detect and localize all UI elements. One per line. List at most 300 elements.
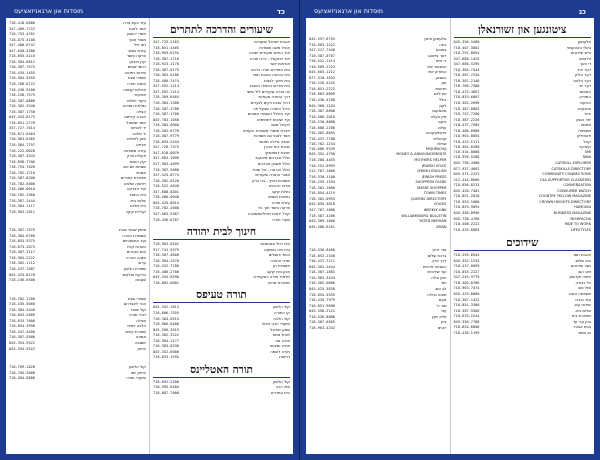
listing-phone: 718-436-1199 <box>453 330 480 335</box>
listing-list <box>309 247 447 330</box>
listing-phone: 718-633-1555 <box>153 355 179 360</box>
listing-phone: 845-356-2121 <box>309 309 335 314</box>
listing-phone: 718-963-0186 <box>153 73 179 78</box>
listing-name: שומרי שבת <box>127 295 146 301</box>
listing-phone: 718-387-4200 <box>309 213 335 218</box>
listing-row <box>153 390 290 396</box>
listing-phone: 718-387-5500 <box>9 335 35 340</box>
listing-phone: 718-387-3780 <box>153 106 179 111</box>
listing-name: ישיבת בית אהרן <box>264 144 290 150</box>
listing-name: מכון בית יעקב <box>266 268 290 274</box>
listing-phone: 718-384-1380 <box>153 101 179 106</box>
listing-name: עזרת נשים <box>128 47 146 53</box>
listing-name: נחלת יעקב <box>271 188 290 194</box>
listing-phone: 718-534-8888 <box>453 149 480 154</box>
listing-name: בקור חולים <box>127 97 146 103</box>
listing-name: חברה קדישא <box>124 114 146 120</box>
listing-phone: 718-436-4700 <box>309 98 335 103</box>
listing-name: JEWISH ENGLISH <box>417 169 447 174</box>
listing-phone: 718-522-4640 <box>153 184 179 189</box>
listing-name: TOWN TIMES <box>423 191 447 196</box>
left-col-a <box>150 18 293 454</box>
listing-name: חיזוק יומי <box>130 369 146 375</box>
listing-phone: 718-387-5566 <box>453 308 480 313</box>
listing-phone: 718-387-2226 <box>453 117 480 122</box>
listing-name: די וואך <box>579 61 591 67</box>
listing-name: חסד לאברהם מוסדות <box>253 133 290 139</box>
listing-name: היכל התורה שבעל פה <box>253 105 290 111</box>
listing-name: לב טוב <box>434 285 447 291</box>
listing-list <box>153 39 290 222</box>
listing-phone: 718-853-9375 <box>9 239 35 244</box>
spacer <box>9 351 146 364</box>
listing-list <box>9 227 146 282</box>
listing-name: מיין וועלט <box>430 113 447 119</box>
listing-name: תפארת בחורים <box>120 175 146 181</box>
listing-name: אוהל משה מוסדות <box>259 44 290 50</box>
listing-name: שלום בית <box>130 197 146 203</box>
listing-phone: 718-854-6600 <box>453 325 480 330</box>
listing-phone: 718-437-7007 <box>9 266 35 271</box>
listing-name: תפארת מרים <box>268 279 290 285</box>
listing-name: קו התורה <box>274 309 290 315</box>
listing-phone: 845-352-4790 <box>309 152 335 157</box>
listing-name: שיעורי הדף היומי <box>262 321 290 327</box>
listing-name: פרספעקטיוו <box>426 130 447 136</box>
listing-name: תמחוי <box>136 169 146 175</box>
listing-name: COUNTRY YELLOW MAGAZINE <box>538 194 591 199</box>
listing-phone: 845-738-4700 <box>453 216 480 221</box>
listing-name: כולל אברכים מיאקוב <box>255 155 290 161</box>
listing-phone: 718-963-7474 <box>453 286 480 291</box>
listing-name: צדקה וחסד תוך כדי <box>257 205 290 211</box>
listing-phone: 845-352-6000 <box>153 349 179 354</box>
listing-phone: 718-856-8212 <box>453 183 480 188</box>
listing-name: תומכי תורה <box>127 81 146 87</box>
listing-phone: 718-255-6544 <box>453 253 480 258</box>
section-title: שידוכים <box>454 235 592 251</box>
section-title: תורה האטליינס <box>153 362 290 378</box>
listing-phone: 718-258-7575 <box>9 93 35 98</box>
listing-phone: 718-387-0707 <box>309 53 335 58</box>
listing-name: שפיגל <box>436 141 447 147</box>
listing-phone: 845-354-5522 <box>9 346 35 351</box>
listing-name: דער יוד <box>578 83 591 89</box>
listing-phone: 718-302-0120 <box>153 178 179 183</box>
listing-phone: 718-437-7788 <box>309 136 335 141</box>
listing-list <box>153 379 290 396</box>
listing-name: משמרת טהרה <box>122 232 146 238</box>
listing-name: תורה לשמה <box>270 348 290 354</box>
listing-name: קול הלשון <box>273 304 290 310</box>
listing-phone: 718-384-2570 <box>153 258 179 263</box>
listing-phone: 347-518-8076 <box>153 150 179 155</box>
listing-name: עולם <box>438 124 447 130</box>
listing-phone: 212-444-8666 <box>453 177 480 182</box>
listing-phone: 917-903-4499 <box>153 162 179 167</box>
listing-name: משפחה טובה <box>568 290 591 296</box>
listing-name: המבשר <box>578 88 591 94</box>
listing-name: מוסדות ויזניץ - בני ברק <box>251 177 290 183</box>
listing-name: לעבן <box>438 102 447 108</box>
listing-phone: 718-236-6500 <box>9 278 35 283</box>
listing-phone: 718-963-0102 <box>153 242 179 247</box>
spacer <box>9 283 146 296</box>
listing-phone: 718-406-0010 <box>9 187 35 192</box>
listing-phone: 718-395-5288 <box>453 155 480 160</box>
listing-row <box>454 228 592 234</box>
listing-phone: 718-387-0175 <box>153 67 179 72</box>
listing-name: בית שלום <box>575 257 591 263</box>
spacer <box>309 20 447 36</box>
listing-phone: 718-387-2146 <box>453 78 480 83</box>
listing-row <box>309 325 447 331</box>
page-number: כד <box>276 7 285 16</box>
listing-phone: 347-640-4380 <box>9 48 35 53</box>
listing-name: CATSKILL EXPLORER <box>555 161 591 166</box>
listing-phone: 718-753-4761 <box>9 32 35 37</box>
listing-phone: 718-383-8338 <box>153 344 179 349</box>
listing-name: יד מלכה <box>132 130 146 136</box>
listing-name: דער איד <box>577 66 591 72</box>
listing-phone: 718-259-1334 <box>309 180 335 185</box>
listing-phone: 845-425-8170 <box>9 272 35 277</box>
listing-name: שעטנז <box>135 277 146 283</box>
listing-phone: 347-725-2163 <box>153 40 179 44</box>
listing-phone: 718-384-7444 <box>453 67 480 72</box>
listing-name: קינדער <box>579 144 591 150</box>
listing-phone: 718-855-2444 <box>153 139 179 144</box>
listing-name: המודיע <box>579 94 591 100</box>
listing-name: עזרה משפחה <box>123 147 146 153</box>
listing-name: זכות אבות <box>574 324 591 330</box>
listing-name: אור יחזקאל - דרכי תורה <box>249 55 290 61</box>
listing-phone: 718-887-7000 <box>153 390 179 395</box>
listing-name: צדקה וחסד <box>126 53 146 59</box>
listing-name: מים טהורים <box>126 249 146 255</box>
listing-phone: 718-387-3117 <box>9 250 35 255</box>
listing-phone: 718-422-7788 <box>153 264 179 269</box>
running-title: מוסדות און ארגאניזאציעס <box>14 8 84 15</box>
listing-phone: 845-368-1234 <box>309 103 335 108</box>
listing-name: מאמענט <box>432 108 447 114</box>
listing-phone: 718-782-1718 <box>9 170 35 175</box>
listing-name: אור זרוע <box>432 247 447 253</box>
listing-phone: 718-302-3340 <box>9 104 35 109</box>
listing-phone: 718-875-4100 <box>9 37 35 42</box>
listing-name: תורת אמת <box>272 332 290 338</box>
listing-phone: 718-435-7979 <box>309 298 335 303</box>
listing-name: אורחות יושר <box>269 61 290 67</box>
listing-name: CATSKILLS DIRECTORY <box>551 166 591 171</box>
listing-phone: 845-354-8590 <box>153 275 179 280</box>
listing-name: MISHPACHA <box>570 216 591 221</box>
listing-name: LIFESTYLES <box>570 227 591 232</box>
listing-phone: 718-387-0880 <box>9 98 35 103</box>
listing-phone: 718-387-9779 <box>153 134 179 139</box>
listing-phone: 718-406-0040 <box>153 195 179 200</box>
listing-name: אהבת חסד <box>572 252 591 258</box>
listing-name: המבשר יומי <box>427 63 447 69</box>
listing-phone: 347-425-8774 <box>153 173 179 178</box>
listing-phone: 718-486-1010 <box>309 114 335 119</box>
listing-name: ויקיהל משה <box>270 122 290 128</box>
listing-name: אלעמען <box>577 39 591 44</box>
listing-name: וואכעדיג <box>577 105 591 111</box>
listing-phone: 718-384-2222 <box>9 255 35 260</box>
listing-phone: 718-387-1766 <box>153 112 179 117</box>
listing-phone: 718-963-0054 <box>453 134 480 139</box>
listing-phone: 718-302-0066 <box>309 281 335 286</box>
listing-phone: 877-937-4662 <box>453 166 480 171</box>
listing-phone: 718-437-7585 <box>453 123 480 128</box>
listing-phone: 718-569-2222 <box>309 64 335 69</box>
listing-phone: 845-356-7788 <box>453 319 480 324</box>
listing-name: עזר <box>440 308 447 314</box>
listing-phone: 845-783-1058 <box>153 117 179 122</box>
listing-name: BUSINESS MAGAZINE <box>553 210 591 215</box>
listing-name: המודיע יומי <box>428 69 447 75</box>
listing-phone: 718-288-4455 <box>309 158 335 163</box>
listing-name: בית מלכה <box>129 203 146 209</box>
listing-phone: 718-387-7244 <box>453 73 480 78</box>
listing-phone: 718-853-2009 <box>9 313 35 318</box>
listing-name: VOICES <box>433 202 447 207</box>
listing-name: נשי חיל <box>133 42 146 48</box>
listing-phone: 718-437-0099 <box>453 264 480 269</box>
listing-phone: 718-387-1881 <box>309 270 335 275</box>
right-page <box>300 0 600 460</box>
listing-name: בלאטט <box>578 55 591 61</box>
listing-phone: 845-369-1600 <box>309 219 335 224</box>
listing-name: אהבת ישראל שיעורים <box>254 39 290 44</box>
listing-phone: 718-302-3222 <box>153 333 179 338</box>
listing-phone: 718-435-1455 <box>9 70 35 75</box>
listing-name: נתיבות משפט <box>267 194 290 200</box>
listing-name: בית חינוך לבנות <box>264 77 290 83</box>
listing-name: פאמיליע <box>576 133 591 139</box>
listing-phone: 347-592-1214 <box>153 89 179 94</box>
listing-list <box>9 296 146 351</box>
listing-name: גמילות חסדים <box>123 103 146 109</box>
listing-name: השגחה פרטית <box>422 263 447 269</box>
listing-phone: 718-302-2000 <box>309 185 335 190</box>
listing-phone: 347-726-7375 <box>153 145 179 150</box>
listing-phone: 718-633-2244 <box>453 314 480 319</box>
listing-name: ועד הכולל דשומרי אמונים <box>247 111 290 117</box>
listing-name: JEWISH VOICE <box>422 163 447 168</box>
listing-phone: 212-767-1000 <box>309 169 335 174</box>
listing-name: כולל חשבון אברכים <box>257 161 290 167</box>
listing-phone: 718-782-1234 <box>309 142 335 147</box>
listing-phone: 718-692-2200 <box>153 379 179 384</box>
listing-name: אור החיים שיעורים ישיבה <box>248 50 290 56</box>
listing-name: כשרות קהל <box>126 243 146 249</box>
section-title: ציטונגען און זשורנאלן <box>454 22 592 38</box>
listing-name: ועד המשגיחים <box>122 238 146 244</box>
listing-row <box>153 217 290 223</box>
listing-name: תהלים קבוצה <box>123 86 146 92</box>
listing-name: רפואה שלמה <box>123 180 146 186</box>
listing-name: WEEKLY LINK <box>423 207 447 212</box>
listing-name: בית הוראה אהבת חסד <box>252 72 290 78</box>
listing-phone: 718-369-6464 <box>153 95 179 100</box>
listing-name: ועד שידוכים <box>427 269 447 275</box>
listing-phone: 718-963-0099 <box>309 92 335 97</box>
listing-list <box>9 20 146 214</box>
listing-row <box>9 375 146 381</box>
listing-name: MISHPACHA <box>425 146 447 151</box>
listing-phone: 718-963-6155 <box>153 51 179 56</box>
listing-name: קרן החסד <box>129 158 146 164</box>
listing-name: HAMODIA <box>574 205 591 210</box>
listing-phone: 718-436-8080 <box>309 314 335 319</box>
listing-phone: 718-387-6600 <box>309 109 335 114</box>
listing-phone: 845-357-6755 <box>309 37 335 41</box>
listing-list <box>153 241 290 285</box>
listing-phone: 718-302-1112 <box>9 261 35 266</box>
listing-phone: 718-853-6807 <box>453 95 480 100</box>
listing-phone: 718-387-3343 <box>9 154 35 159</box>
listing-phone: 877-310-1632 <box>309 75 335 80</box>
listing-name: עזר בעת צרה <box>123 20 146 25</box>
listing-name: שיעורי תורה <box>126 375 146 381</box>
listing-phone: 718-387-1750 <box>9 109 35 114</box>
listing-phone: 718-963-6365 <box>9 137 35 142</box>
listing-phone: 718-782-2008 <box>153 206 179 211</box>
listing-name: שמירת עינים <box>125 328 146 334</box>
listing-phone: 718-436-6767 <box>153 217 179 222</box>
listing-phone: 718-768-6722 <box>9 82 35 87</box>
listing-phone: 718-484-8888 <box>9 376 35 381</box>
listing-name: בית החסד <box>129 191 146 197</box>
listing-name: QUEENS DIRECTORY <box>410 196 447 201</box>
listing-phone: 718-384-1177 <box>153 338 179 343</box>
listing-phone: 718-302-0993 <box>309 196 335 201</box>
listing-phone: 718-791-8054 <box>453 51 480 56</box>
listing-phone: 718-851-3300 <box>453 303 480 308</box>
listing-phone: 718-963-3434 <box>309 275 335 280</box>
listing-name: רננים <box>437 324 447 330</box>
listing-phone: 718-437-4400 <box>9 329 35 334</box>
listing-phone: 845-425-8175 <box>9 115 35 120</box>
listing-phone: 718-782-1960 <box>9 192 35 197</box>
listing-phone: 347-408-6747 <box>9 43 35 48</box>
listing-name: דרכי אבות ויקים לנערים <box>250 100 290 106</box>
section-title: תורה טעיפס <box>153 287 290 303</box>
listing-name: חיזוק <box>137 345 146 351</box>
listing-name: אמונה <box>135 334 146 340</box>
listing-name: זיווג הגון <box>577 268 591 274</box>
listing-row <box>153 280 290 286</box>
listing-phone: 845-356-3515 <box>153 327 179 332</box>
listing-name: חן וחסד <box>577 329 591 335</box>
listing-name: תלמוד תורה דסקווירא <box>253 274 290 280</box>
listing-name: פעולת צדק <box>126 153 146 159</box>
listing-name: מרכז הרבנים <box>268 183 290 189</box>
listing-phone: 718-387-5680 <box>153 167 179 172</box>
listing-name: CSA SUPPORTIVE CLASSIFIED <box>539 177 591 182</box>
listing-phone: 718-384-6812 <box>9 59 35 64</box>
listing-phone: 845-426-7401 <box>453 188 480 193</box>
listing-phone: 718-387-1422 <box>453 297 480 302</box>
listing-name: דרך התורה סעודות <box>258 94 290 100</box>
listing-name: דברי תורה <box>128 312 146 318</box>
listing-name: תורה אור <box>274 337 290 343</box>
listing-phone: 718-384-6760 <box>9 233 35 238</box>
listing-phone: 718-963-4242 <box>309 325 335 330</box>
listing-name: חברת שומרי משמרת הקודש <box>243 127 290 133</box>
listing-name: נועם <box>438 297 447 303</box>
listing-name: רחמי שמים <box>127 64 146 70</box>
listing-phone: 718-875-2674 <box>9 244 35 249</box>
listing-name: מצוה גדולה <box>427 291 447 297</box>
listing-phone: 718-302-8855 <box>309 131 335 136</box>
listing-name: זוהר <box>583 111 591 117</box>
listing-phone: 718-851-2222 <box>309 86 335 91</box>
spacer <box>309 230 447 247</box>
listing-list <box>309 36 447 147</box>
listing-name: שמירת הלשון <box>124 265 146 271</box>
listing-phone: 718-705-5000 <box>9 370 35 375</box>
listing-phone: 718-330-1100 <box>309 174 335 179</box>
listing-name: קהל יראים דוויליאמסבורג <box>247 210 290 216</box>
listing-phone: 718-387-1718 <box>153 56 179 61</box>
listing-phone: 718-851-2770 <box>9 120 35 125</box>
listing-name: דער צייטונג <box>427 52 447 58</box>
listing-name: תפארת בית <box>571 313 591 319</box>
listing-name: יד לאחים <box>130 125 146 131</box>
listing-name: ציון <box>441 319 447 325</box>
listing-name: באלי באטעמפ <box>566 44 591 50</box>
listing-phone: 718-302-2696 <box>453 101 480 106</box>
listing-name: קהל <box>583 138 591 144</box>
listing-phone: 718-228-4242 <box>309 81 335 86</box>
listing-name: YATED NEEMAN <box>419 219 447 224</box>
listing-name: שירות רפואה <box>124 69 146 75</box>
listing-phone: 718-858-7706 <box>9 159 35 164</box>
listing-phone: 845-352-1813 <box>153 305 179 310</box>
listing-phone: 718-871-6464 <box>9 131 35 136</box>
listing-name: שומרי שבת <box>127 75 146 81</box>
listing-phone: 347-688-1425 <box>453 56 480 61</box>
listing-name: דרך ארץ <box>431 258 447 264</box>
listing-phone: 718-606-7555 <box>153 310 179 315</box>
listing-phone: 718-302-8766 <box>453 280 480 285</box>
left-col-b <box>6 18 150 454</box>
listing-list <box>454 252 592 335</box>
listing-name: ישיבת דושינסקי <box>264 149 290 155</box>
listing-name: מגילה <box>136 317 146 323</box>
listing-phone: 845-354-5522 <box>9 340 35 345</box>
listing-phone: 718-851-9898 <box>309 303 335 308</box>
listing-name: סימון שומר שבת <box>119 227 146 233</box>
listing-phone: 718-782-5006 <box>9 181 35 186</box>
listing-phone: 718-387-6565 <box>309 320 335 325</box>
listing-phone: 718-475-4667 <box>453 89 480 94</box>
listing-name: יסודי התורה <box>270 257 290 263</box>
listing-phone: 845-425-6660 <box>453 291 480 296</box>
listing-name: קול הלשון <box>273 378 290 384</box>
listing-phone: 718-963-2011 <box>9 209 35 214</box>
listing-phone: 718-855-4116 <box>9 54 35 59</box>
listing-row <box>153 354 290 360</box>
spacer <box>9 214 146 227</box>
listing-phone: 347-245-9779 <box>453 275 480 280</box>
listing-name: חופה וקדושין <box>569 274 591 280</box>
listing-name: MONEY & ANNOUNCEMENTS <box>396 152 447 157</box>
section-title: חינוך לבית יהודה <box>153 224 290 240</box>
